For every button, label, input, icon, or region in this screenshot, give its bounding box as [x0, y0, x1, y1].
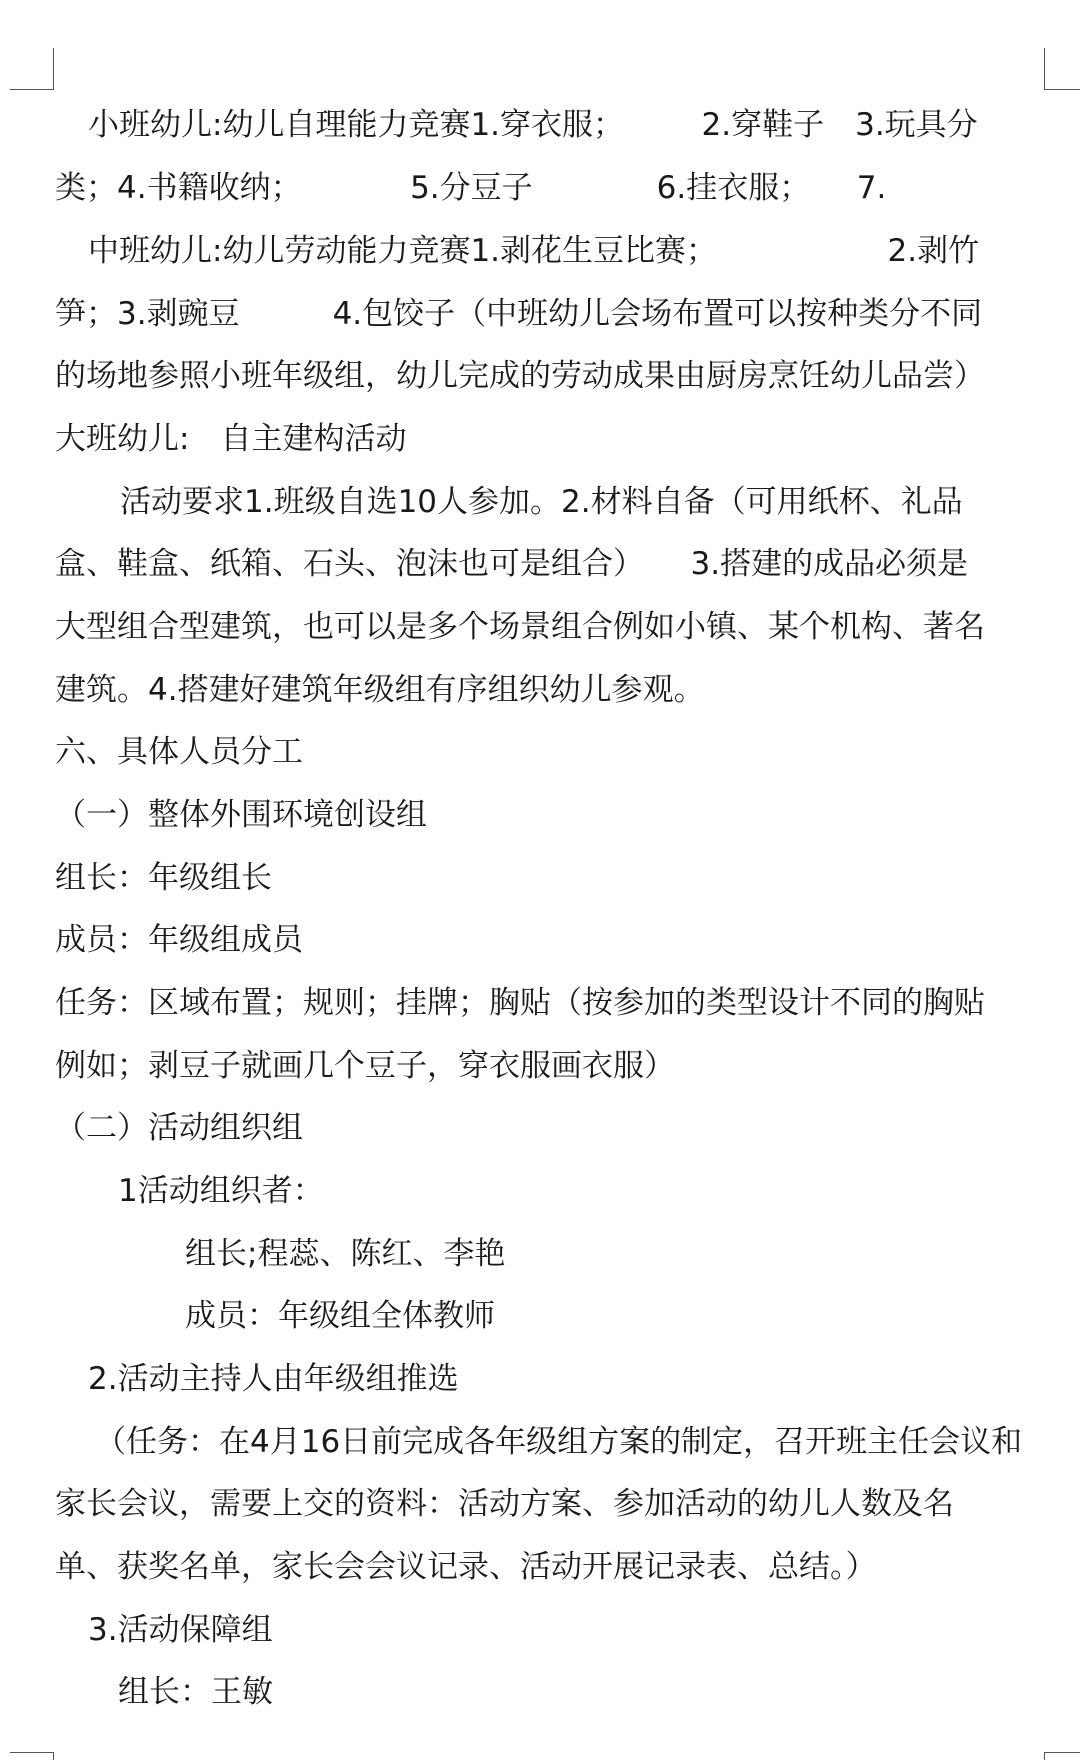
- section-heading-staff: 六、具体人员分工: [55, 734, 303, 770]
- text-line-middle-class-cont2: 的场地参照小班年级组，幼儿完成的劳动成果由厨房烹饪幼儿品尝）: [55, 358, 985, 394]
- text-line-organizer-members: 成员：年级组全体教师: [185, 1298, 495, 1334]
- text-line-group-leader: 组长：年级组长: [55, 860, 272, 896]
- subsection-heading-environment: （一）整体外围环境创设组: [55, 797, 427, 833]
- text-line-support-group: 3.活动保障组: [88, 1612, 273, 1648]
- text-line-requirements-cont3: 建筑。4.搭建好建筑年级组有序组织幼儿参观。: [55, 672, 705, 708]
- text-line-requirements-cont: 盒、鞋盒、纸箱、石头、泡沫也可是组合） 3.搭建的成品必须是: [55, 546, 969, 582]
- text-line-middle-class-cont: 笋；3.剥豌豆 4.包饺子（中班幼儿会场布置可以按种类分不同: [55, 296, 983, 332]
- crop-mark-bottom-right-v: [1044, 1752, 1045, 1760]
- text-line-host-task: （任务：在4月16日前完成各年级组方案的制定，召开班主任会议和: [95, 1424, 1023, 1460]
- text-line-big-class: 大班幼儿: 自主建构活动: [55, 421, 407, 457]
- text-line-requirements-cont2: 大型组合型建筑，也可以是多个场景组合例如小镇、某个机构、著名: [55, 609, 985, 645]
- text-line-requirements: 活动要求1.班级自选10人参加。2.材料自备（可用纸杯、礼品: [120, 484, 963, 520]
- crop-mark-top-right-h: [1044, 89, 1080, 90]
- text-line-middle-class: 中班幼儿:幼儿劳动能力竞赛1.剥花生豆比赛； 2.剥竹: [88, 233, 980, 269]
- crop-mark-top-right-v: [1044, 48, 1045, 90]
- text-line-group-members: 成员：年级组成员: [55, 922, 303, 958]
- crop-mark-top-left-h: [10, 89, 54, 90]
- text-line-small-class: 小班幼儿:幼儿自理能力竞赛1.穿衣服； 2.穿鞋子 3.玩具分: [88, 107, 978, 143]
- text-line-host-task-cont2: 单、获奖名单，家长会会议记录、活动开展记录表、总结。）: [55, 1549, 877, 1585]
- text-line-organizers: 1活动组织者：: [118, 1173, 324, 1209]
- crop-mark-bottom-left-v: [53, 1752, 54, 1760]
- text-line-tasks: 任务：区域布置；规则；挂牌；胸贴（按参加的类型设计不同的胸贴: [55, 985, 985, 1021]
- text-line-host-task-cont: 家长会议，需要上交的资料：活动方案、参加活动的幼儿人数及名: [55, 1486, 954, 1522]
- text-line-support-leader: 组长：王敏: [118, 1674, 273, 1710]
- text-line-small-class-cont: 类；4.书籍收纳； 5.分豆子 6.挂衣服； 7.: [55, 170, 887, 206]
- subsection-heading-organization: （二）活动组织组: [55, 1110, 303, 1146]
- crop-mark-bottom-left-h: [10, 1752, 54, 1753]
- text-line-organizer-leader: 组长;程蕊、陈红、李艳: [185, 1236, 506, 1272]
- crop-mark-top-left-v: [53, 48, 54, 90]
- text-line-tasks-cont: 例如；剥豆子就画几个豆子，穿衣服画衣服）: [55, 1048, 675, 1084]
- crop-mark-bottom-right-h: [1044, 1752, 1080, 1753]
- text-line-host: 2.活动主持人由年级组推选: [88, 1361, 459, 1397]
